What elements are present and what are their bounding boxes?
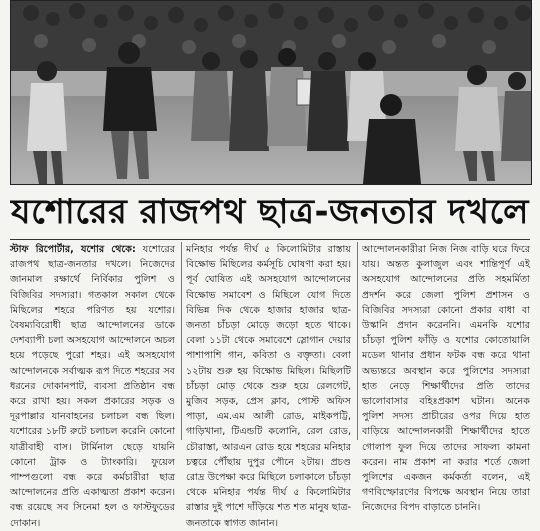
article-text: যশোরের রাজপথ ছাত্র-জনতার দখলে। নিজেদের জানমাল রক্ষার্থে নির্বিকার পুলিশ ও বিজিবির সদস্যরা। গতকাল সকাল থেকে মিছিলের শহরে পরিণত হয় যশোর। বৈষম্যবিরোধী ছাত্র আন্দোলনের ডাকে দেশব্যাপী চলা অসহযোগ আন্দোলনে অচল হয়ে পড়েছে পুরো শহর। এই অসহযোগ আন্দোলনকে সর্বাত্মক রূপ দিতে শহরের সব ধরনের দোকানপাট, ব্যবসা প্রতিষ্ঠান বন্ধ করে রাখা হয়। সকল প্রকারের সড়ক ও দূরপাল্লার যানবাহনের চলাচল বন্ধ ছিল। যশোরের ১৮টি রুটে চলাচল করেনি কোনো যাত্রীবাহী বাস। টার্মিনাল ছেড়ে যায়নি কোনো ট্রাক ও ট্যাংকারি। ফুয়েল পাম্পগুলো বন্ধ করে কর্মচারীরা ছাত্র আন্দোলনের প্রতি একাত্মতা প্রকাশ করেন। বন্ধ রয়েছে সব সিনেমা হল ও ফাস্টফুডের দোকান। bbox=[10, 244, 175, 529]
headline-divider bbox=[10, 239, 530, 240]
article-column-3 bbox=[362, 242, 530, 514]
article-body bbox=[10, 242, 530, 529]
article-headline: যশোরের রাজপথ ছাত্র-জনতার দখলে bbox=[11, 192, 529, 232]
article-byline: স্টাফ রিপোর্টার, যশোর থেকে: bbox=[10, 244, 136, 255]
article-column-1 bbox=[10, 242, 175, 529]
news-photo-crowd-march bbox=[10, 0, 532, 185]
article-column-2 bbox=[186, 242, 351, 529]
article-paragraph bbox=[10, 242, 175, 531]
article-text: মনিহার পর্যন্ত দীর্ঘ ৫ কিলোমিটার রাস্তায় বিক্ষোভ মিছিলের কর্মসূচি ঘোষণা করা হয়। পূর্ব ঘোষিত এই অসহযোগ আন্দোলনের বিক্ষোভ সমাবেশ ও মিছিলে যোগ দিতে বিভিন্ন দিক থেকে হাজার হাজার ছাত্র-জনতা চাঁচড়া মোড়ে জড়ো হতে থাকে। বেলা ১১টা থেকে সমাবেশে স্লোগান দেয়ার পাশাপাশি গান, কবিতা ও বক্তৃতা। বেলা ১২টায় শুরু হয় বিক্ষোভ মিছিল। মিছিলটি চাঁচড়া মোড় থেকে শুরু হয়ে রেলগেট, মুজিব সড়ক, প্রেস ক্লাব, পোস্ট অফিস পাড়া, এম.এম আলী রোড, মাইকপট্টি, গাড়িখানা, টিএন্ডটি কলোনি, রেল রোড, চৌরাস্তা, আরএন রোড হয়ে শহরের মনিহার চত্বরে পৌঁছায় দুপুর পৌনে ২টায়। প্রচণ্ড রোদ্র উপেক্ষা করে মিছিলে চলাকালে চাঁচড়া থেকে মনিহার পর্যন্ত দীর্ঘ ৫ কিলোমিটার রাস্তার দুই পাশে দাঁড়িয়ে শত শত মানুষ ছাত্র-জনতাকে স্বাগত জানান। bbox=[186, 244, 351, 529]
crowd-march-photo bbox=[11, 1, 531, 184]
article-text: আন্দোলনকারীরা নিজ নিজ বাড়ি ঘরে ফিরে যায়। অন্তত কুলাজুল এবং শান্তিপূর্ণ এই অসহযোগ আন্দোলনের প্রতি সহমর্মিতা প্রদর্শন করে জেলা পুলিশ প্রশাসন ও বিজিবির সদস্যরা কোনো প্রকার বাধা বা উস্কানি প্রদান করেননি। এমনকি যশোর চাঁচড়া পুলিশ ফাঁড়ি ও যশোর কোতোয়ালি মডেল থানার প্রধান ফটক বন্ধ করে থানা অভ্যন্তরে অবস্থান করে পুলিশের সদস্যরা হাত নেড়ে শিক্ষার্থীদের প্রতি তাদের ভালোবাসার বহিঃপ্রকাশ ঘটান। অনেক পুলিশ সদস্য প্রাচীরের ওপর দিয়ে হাত বাড়িয়ে আন্দোলনকারী শিক্ষার্থীদের হাতে গোলাপ ফুল দিয়ে তাদের সাফল্য কামনা করেন। নাম প্রকাশ না করার শর্তে জেলা পুলিশের একজন কর্মকর্তা বলেন, এই গণবিস্ফোরণের বিপক্ষে অবস্থান নিয়ে তারা নিজেদের বিপদ বাড়াতে চাননি। bbox=[362, 244, 530, 514]
